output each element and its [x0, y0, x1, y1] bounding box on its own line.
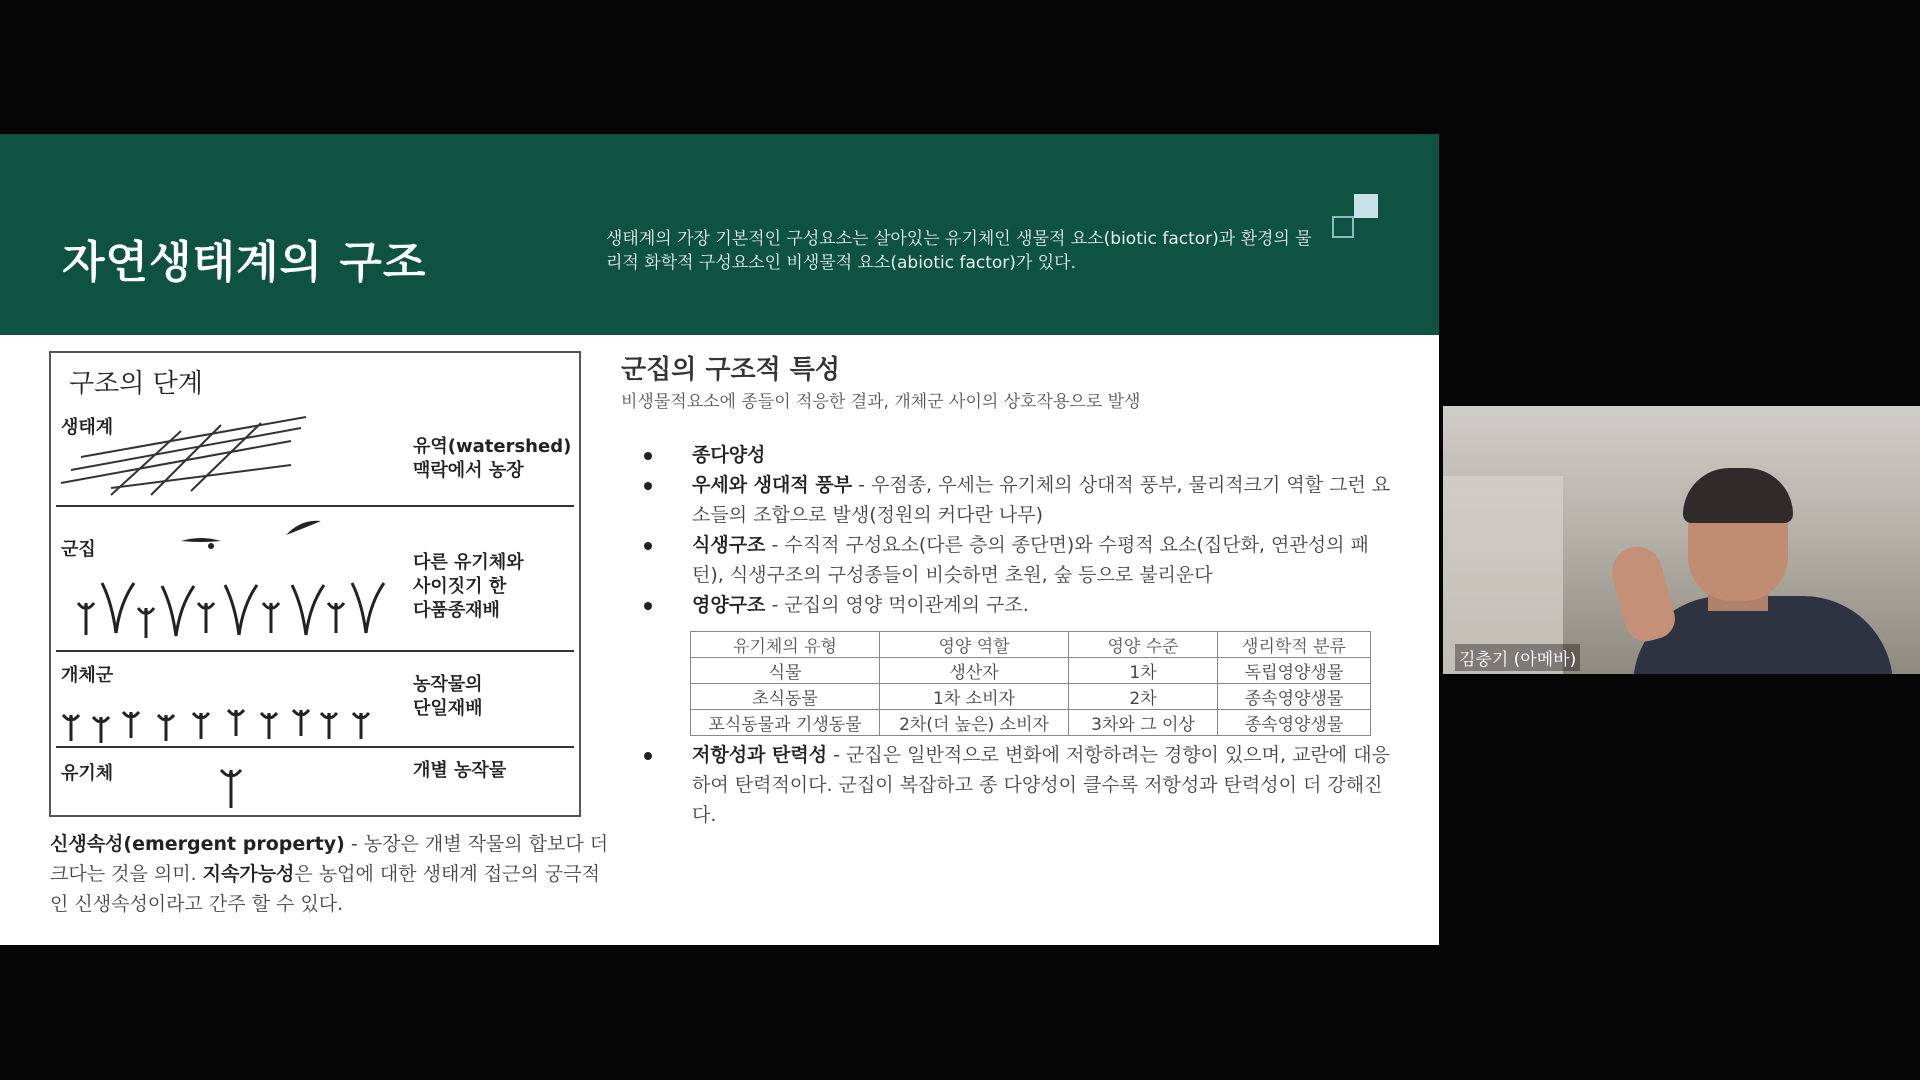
emergent-property-caption: 신생속성(emergent property) - 농장은 개별 작물의 합보다 더 크다는 것을 의미. 지속가능성은 농업에 대한 생태계 접근의 궁극적인 신생속성이라고 간주 할 수 있다. — [50, 833, 609, 915]
level-label-population: 개체군 — [61, 665, 114, 686]
trophic-structure-table — [690, 631, 1371, 736]
slide-description: 생태계의 가장 기본적인 구성요소는 살아있는 유기체인 생물적 요소(biotic factor)과 환경의 물리적 화학적 구성요소인 비생물적 요소(abiotic factor)가 있다. — [606, 229, 1312, 273]
bird-icon — [181, 521, 321, 549]
slide-header-banner — [0, 134, 1439, 335]
table-row: 초식동물 1차 소비자 2차 종속영양생물 — [691, 684, 1371, 710]
community-section-title: 군집의 구조적 특성 — [621, 355, 841, 385]
community-plants-icon — [78, 583, 384, 638]
community-bullet-list — [640, 440, 1400, 620]
level-label-ecosystem: 생태계 — [61, 417, 114, 438]
level-desc-organism: 개별 농작물 — [413, 760, 507, 781]
table-header-row: 유기체의 유형 영양 역할 영양 수준 생리학적 분류 — [691, 632, 1371, 658]
list-item: 우세와 생대적 풍부 - 우점종, 우세는 유기체의 상대적 풍부, 물리적크기 역할 그런 요소들의 조합으로 발생(정원의 커다란 나무) — [640, 470, 1400, 530]
participant-name: 김충기 (아메바) — [1455, 644, 1580, 671]
level-desc-population: 농작물의 단일재배 — [413, 674, 483, 719]
presentation-slide — [0, 134, 1439, 945]
slide-title: 자연생태계의 구조 — [62, 237, 427, 288]
logo-icon — [1332, 194, 1382, 244]
levels-illustration — [51, 353, 579, 815]
single-crop-icon — [221, 770, 241, 808]
resistance-bullet — [640, 740, 1400, 830]
watershed-grid-icon — [61, 417, 306, 495]
level-desc-community: 다른 유기체와 사이짓기 한 다품종재배 — [413, 552, 524, 621]
levels-title: 구조의 단계 — [69, 369, 203, 399]
table-row: 포식동물과 기생동물 2차(더 높은) 소비자 3차와 그 이상 종속영양생물 — [691, 710, 1371, 736]
list-item: 영양구조 - 군집의 영양 먹이관계의 구조. — [640, 590, 1400, 620]
level-desc-ecosystem: 유역(watershed) 맥락에서 농장 — [413, 436, 572, 481]
structure-levels-diagram — [49, 351, 581, 817]
community-section-subtitle: 비생물적요소에 종들이 적응한 결과, 개체군 사이의 상호작용으로 발생 — [621, 392, 1141, 412]
list-item: 식생구조 - 수직적 구성요소(다른 층의 종단면)와 수평적 요소(집단화, 연관성의 패턴), 식생구조의 구성종들이 비슷하면 초원, 숲 등으로 불리운다 — [640, 530, 1400, 590]
participant-video-tile[interactable] — [1443, 406, 1920, 674]
population-crops-icon — [63, 710, 369, 743]
list-item: 저항성과 탄력성 - 군집은 일반적으로 변화에 저항하려는 경향이 있으며, 교란에 대응하여 탄력적이다. 군집이 복잡하고 종 다양성이 클수록 저항성과 탄력성이 더 강해진다. — [640, 740, 1400, 830]
list-item: 종다양성 — [640, 440, 1400, 470]
level-label-organism: 유기체 — [61, 763, 114, 784]
level-label-community: 군집 — [61, 539, 96, 560]
table-row: 식물 생산자 1차 독립영양생물 — [691, 658, 1371, 684]
